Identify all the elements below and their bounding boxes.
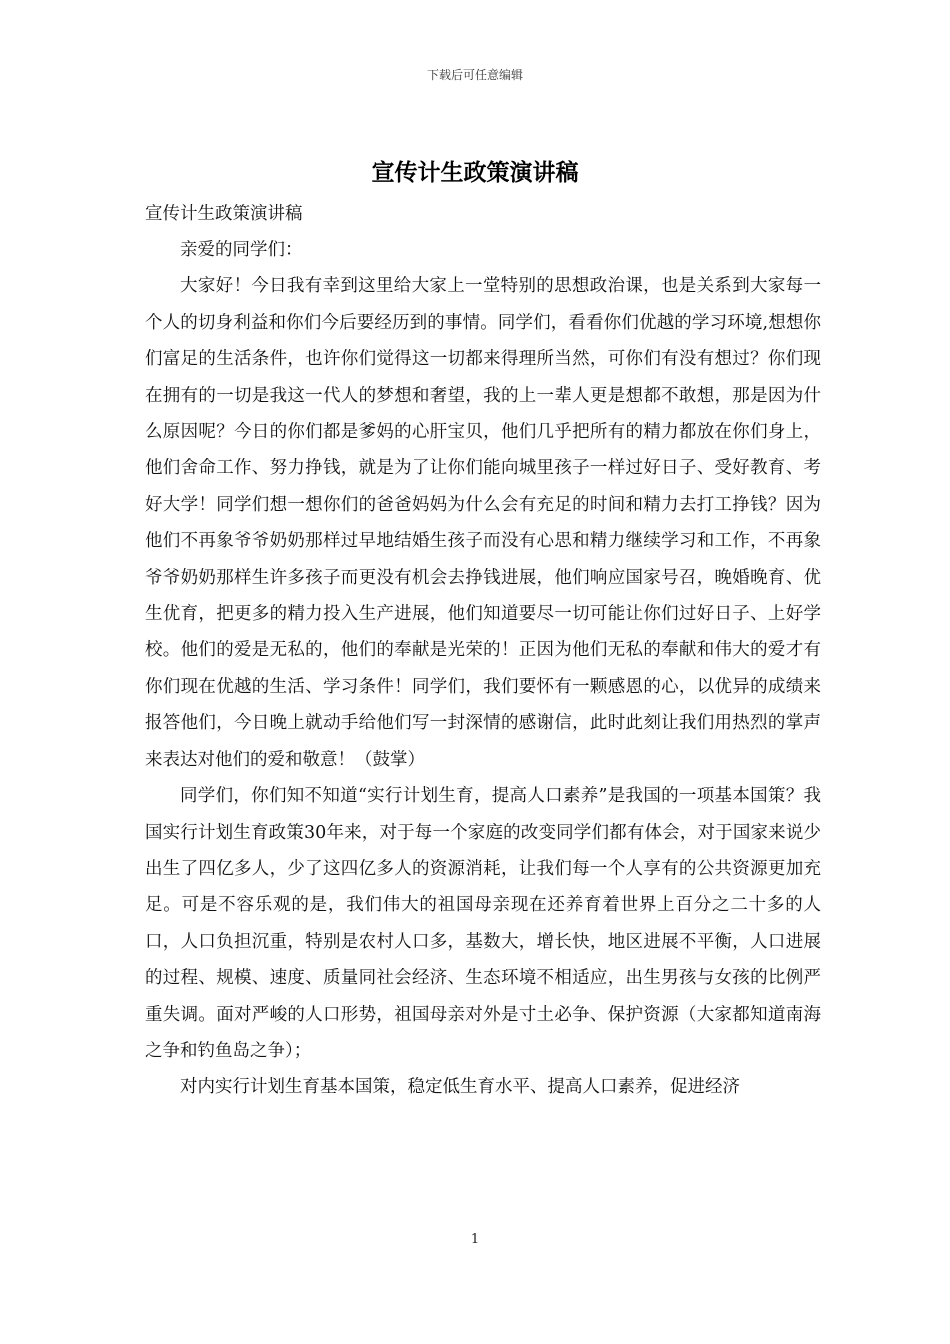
document-title: 宣传计生政策演讲稿 [371,159,579,186]
paragraph-1: 大家好！今日我有幸到这里给大家上一堂特别的思想政治课，也是关系到大家每一个人的切身利益和你们今后要经历到的事情。同学们，看看你们优越的学习环境,想想你们富足的生活条件，也许你们觉得这一切都来得理所当然，可你们有没有想过？你们现在拥有的一切是我这一代人的梦想和奢望，我的上一辈人更是想都不敢想，那是因为什么原因呢？今日的你们都是爹妈的心肝宝贝，他们几乎把所有的精力都放在你们身上，他们舍命工作、努力挣钱，就是为了让你们能向城里孩子一样过好日子、受好教育、考好大学！同学们想一想你们的爸爸妈妈为什么会有充足的时间和精力去打工挣钱？因为他们不再象爷爷奶奶那样过早地结婚生孩子而没有心思和精力继续学习和工作，不再象爷爷奶奶那样生许多孩子而更没有机会去挣钱进展，他们响应国家号召，晚婚晚育、优生优育，把更多的精力投入生产进展，他们知道要尽一切可能让你们过好日子、上好学校。他们的爱是无私的，他们的奉献是光荣的！正因为他们无私的奉献和伟大的爱才有你们现在优越的生活、学习条件！同学们，我们要怀有一颗感恩的心，以优异的成绩来报答他们，今日晚上就动手给他们写一封深情的感谢信，此时此刻让我们用热烈的掌声来表达对他们的爱和敬意！（鼓掌） [145,276,821,770]
document-subtitle: 宣传计生政策演讲稿 [145,204,303,224]
page-number: 1 [470,1232,480,1247]
document-body [145,196,821,1106]
paragraph-2: 同学们，你们知不知道“实行计划生育，提高人口素养”是我国的一项基本国策？我国实行计划生育政策30年来，对于每一个家庭的改变同学们都有体会，对于国家来说少出生了四亿多人，少了这四亿多人的资源消耗，让我们每一个人享有的公共资源更加充足。可是不容乐观的是，我们伟大的祖国母亲现在还养育着世界上百分之二十多的人口，人口负担沉重，特别是农村人口多，基数大，增长快，地区进展不平衡，人口进展的过程、规模、速度、质量同社会经济、生态环境不相适应，出生男孩与女孩的比例严重失调。面对严峻的人口形势，祖国母亲对外是寸土必争、保护资源（大家都知道南海之争和钓鱼岛之争）； [145,786,821,1061]
page-header: 下载后可任意编辑 [426,68,523,82]
paragraph-greeting: 亲爱的同学们： [180,240,303,260]
paragraph-3: 对内实行计划生育基本国策，稳定低生育水平、提高人口素养，促进经济 [180,1077,740,1098]
